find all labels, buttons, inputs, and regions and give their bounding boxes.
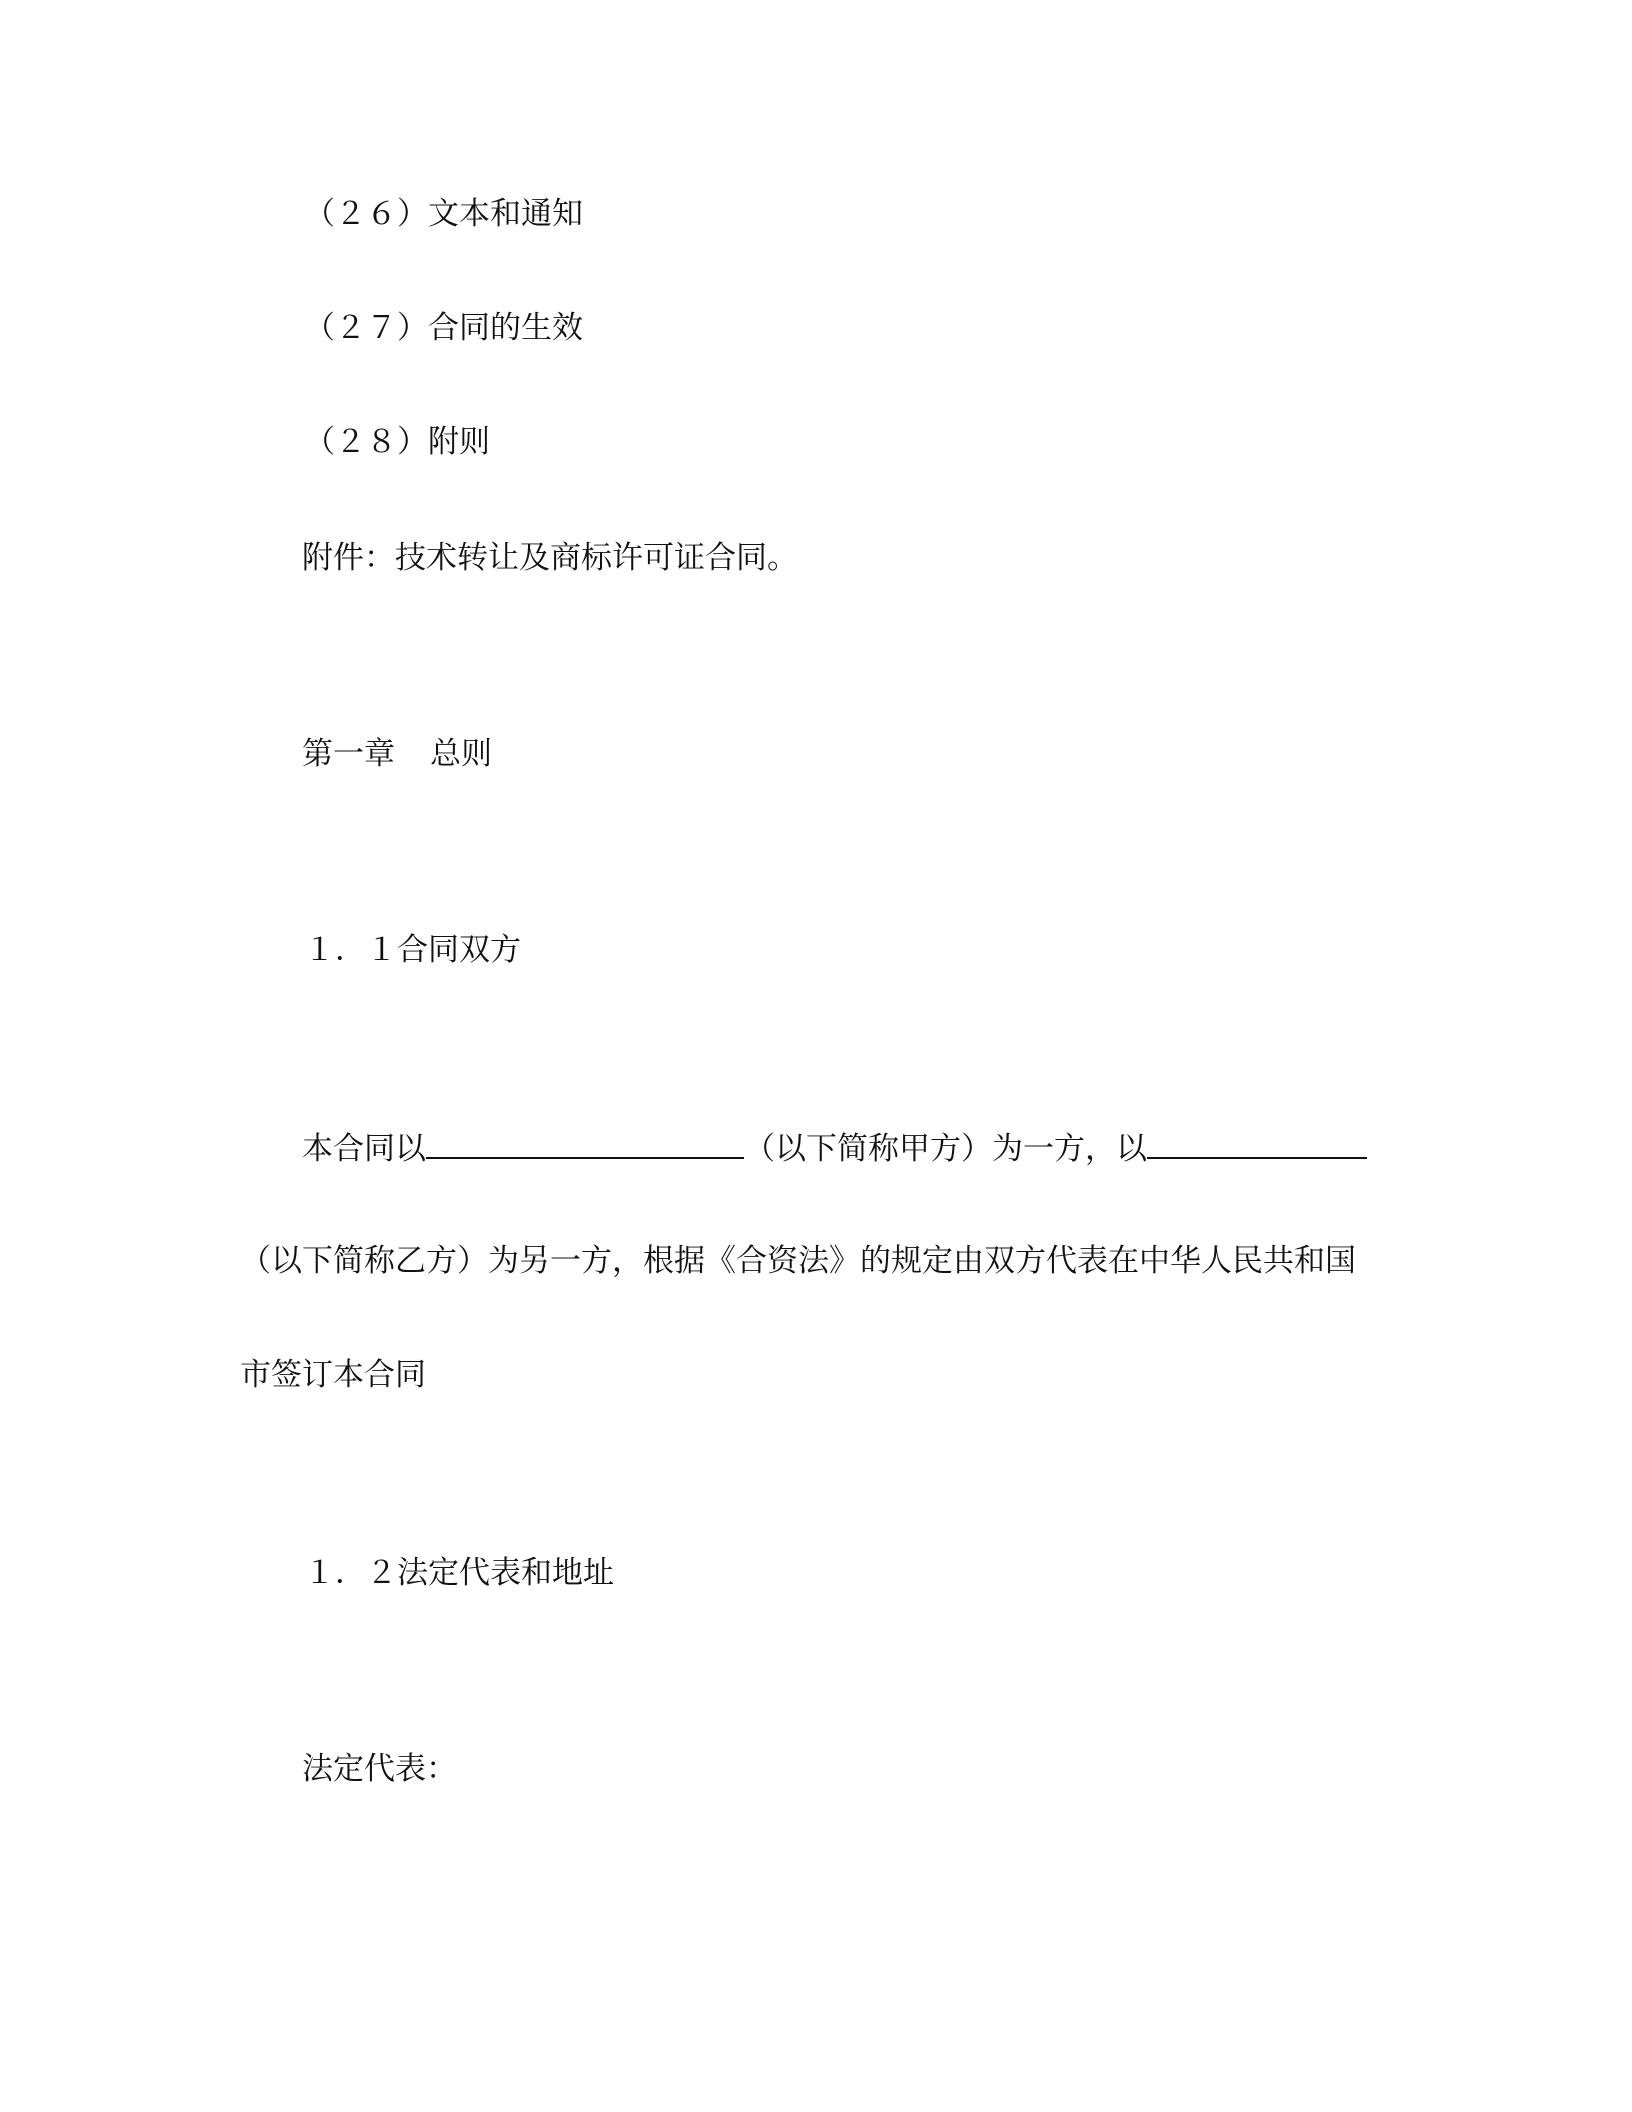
toc-item-26: （２６）文本和通知 — [304, 196, 583, 232]
chapter-title: 总则 — [430, 736, 492, 772]
party-a-blank — [426, 1127, 744, 1159]
party-b-blank — [1147, 1127, 1367, 1159]
toc-item-27: （２７）合同的生效 — [304, 310, 583, 346]
legal-representative-label: 法定代表： — [302, 1751, 457, 1787]
toc-item-28: （２８）附则 — [304, 424, 490, 460]
contract-parties-paragraph-line-3: 市签订本合同 — [240, 1357, 426, 1393]
paragraph-text: （以下简称甲方）为一方，以 — [744, 1131, 1147, 1167]
section-heading-1-1: １．１合同双方 — [304, 932, 521, 968]
chapter-label: 第一章 — [302, 736, 395, 772]
attachment-note: 附件：技术转让及商标许可证合同。 — [302, 540, 798, 576]
contract-parties-paragraph-line-1 — [302, 1127, 1367, 1169]
section-heading-1-2: １．２法定代表和地址 — [304, 1555, 614, 1591]
contract-parties-paragraph-line-2: （以下简称乙方）为另一方，根据《合资法》的规定由双方代表在中华人民共和国 — [240, 1243, 1356, 1279]
paragraph-text: 本合同以 — [302, 1131, 426, 1167]
